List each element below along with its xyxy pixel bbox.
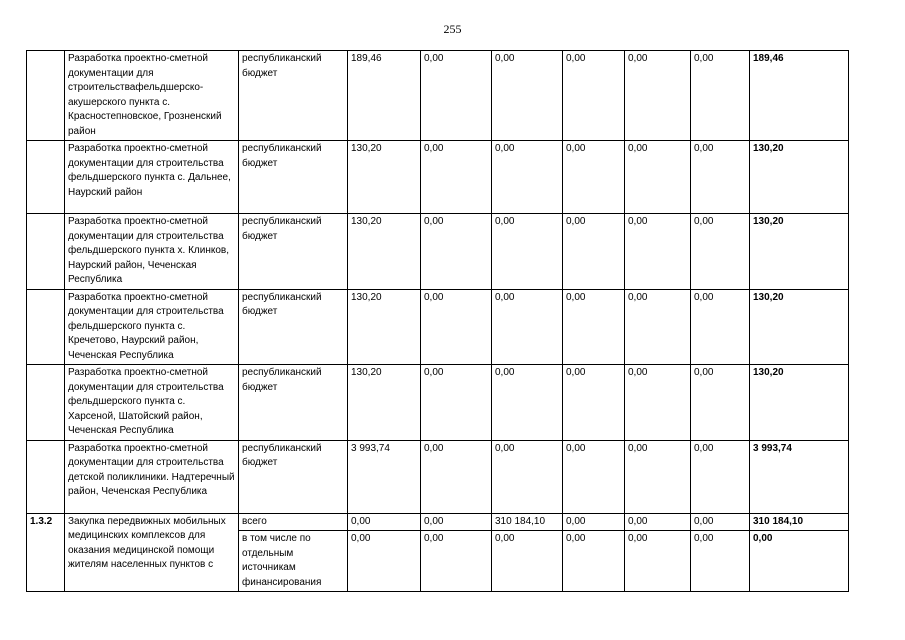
- value-cell: 0,00: [563, 440, 625, 513]
- event-name-cell: Разработка проектно-сметной документации для строительства фельдшерского пункта с. Дальнее, Наурский район: [65, 141, 239, 214]
- value-cell: 0,00: [691, 440, 750, 513]
- value-cell: 0,00: [421, 513, 492, 531]
- value-cell: 0,00: [691, 289, 750, 365]
- event-name-cell: Разработка проектно-сметной документации для строительства детской поликлиники. Надтеречный район, Чеченская Республика: [65, 440, 239, 513]
- table-row: [27, 51, 849, 141]
- value-cell: 0,00: [492, 51, 563, 141]
- value-cell: 0,00: [625, 214, 691, 290]
- total-cell: 189,46: [750, 51, 849, 141]
- value-cell: 0,00: [492, 141, 563, 214]
- value-cell: 0,00: [691, 365, 750, 441]
- funding-source-cell: республиканский бюджет: [239, 440, 348, 513]
- page-number: 255: [443, 22, 462, 36]
- value-cell: 130,20: [348, 365, 421, 441]
- funding-source-cell: республиканский бюджет: [239, 51, 348, 141]
- value-cell: 0,00: [563, 365, 625, 441]
- table-row: [27, 513, 849, 531]
- value-cell: 0,00: [625, 513, 691, 531]
- funding-source-cell: всего: [239, 513, 348, 531]
- row-number-cell: [27, 51, 65, 141]
- event-name-cell: Разработка проектно-сметной документации для строительства фельдшерского пункта с. Харсеной, Шатойский район, Чеченская Республика: [65, 365, 239, 441]
- table-row: [27, 440, 849, 513]
- value-cell: 0,00: [421, 289, 492, 365]
- value-cell: 0,00: [563, 289, 625, 365]
- value-cell: 0,00: [563, 51, 625, 141]
- value-cell: 0,00: [348, 513, 421, 531]
- value-cell: 310 184,10: [492, 513, 563, 531]
- value-cell: 0,00: [421, 365, 492, 441]
- funding-source-cell: республиканский бюджет: [239, 141, 348, 214]
- funding-source-cell: республиканский бюджет: [239, 214, 348, 290]
- table-row: [27, 365, 849, 441]
- total-cell: 3 993,74: [750, 440, 849, 513]
- value-cell: 0,00: [691, 214, 750, 290]
- value-cell: 0,00: [421, 214, 492, 290]
- value-cell: 0,00: [492, 365, 563, 441]
- value-cell: 130,20: [348, 141, 421, 214]
- row-number-cell: [27, 289, 65, 365]
- table-row: [27, 141, 849, 214]
- value-cell: 0,00: [625, 289, 691, 365]
- event-name-cell: Закупка передвижных мобильных медицинских комплексов для оказания медицинской помощи жителям населенных пунктов с: [65, 513, 239, 592]
- total-cell: 130,20: [750, 141, 849, 214]
- value-cell: 0,00: [563, 531, 625, 592]
- value-cell: 0,00: [421, 531, 492, 592]
- value-cell: 189,46: [348, 51, 421, 141]
- value-cell: 0,00: [421, 51, 492, 141]
- budget-table: [26, 50, 849, 592]
- row-number-cell: 1.3.2: [27, 513, 65, 592]
- value-cell: 130,20: [348, 289, 421, 365]
- value-cell: 0,00: [421, 141, 492, 214]
- row-number-cell: [27, 141, 65, 214]
- row-number-cell: [27, 214, 65, 290]
- value-cell: 0,00: [691, 141, 750, 214]
- value-cell: 0,00: [348, 531, 421, 592]
- event-name-cell: Разработка проектно-сметной документации для строительства фельдшерского пункта с. Кречетово, Наурский район, Чеченская Республика: [65, 289, 239, 365]
- value-cell: 0,00: [625, 141, 691, 214]
- value-cell: 0,00: [563, 141, 625, 214]
- value-cell: 0,00: [625, 440, 691, 513]
- value-cell: 0,00: [691, 513, 750, 531]
- value-cell: 130,20: [348, 214, 421, 290]
- funding-source-cell: республиканский бюджет: [239, 365, 348, 441]
- event-name-cell: Разработка проектно-сметной документации для строительства фельдшерского пункта х. Клинков, Наурский район, Чеченская Республика: [65, 214, 239, 290]
- value-cell: 0,00: [563, 513, 625, 531]
- value-cell: 0,00: [492, 289, 563, 365]
- value-cell: 0,00: [492, 440, 563, 513]
- value-cell: 0,00: [691, 531, 750, 592]
- value-cell: 3 993,74: [348, 440, 421, 513]
- total-cell: 130,20: [750, 289, 849, 365]
- value-cell: 0,00: [691, 51, 750, 141]
- total-cell: 310 184,10: [750, 513, 849, 531]
- row-number-cell: [27, 440, 65, 513]
- value-cell: 0,00: [492, 214, 563, 290]
- table-row: [27, 214, 849, 290]
- total-cell: 0,00: [750, 531, 849, 592]
- funding-source-cell: республиканский бюджет: [239, 289, 348, 365]
- total-cell: 130,20: [750, 365, 849, 441]
- funding-source-cell: в том числе по отдельным источникам финансирования: [239, 531, 348, 592]
- total-cell: 130,20: [750, 214, 849, 290]
- row-number-cell: [27, 365, 65, 441]
- table-row: [27, 289, 849, 365]
- value-cell: 0,00: [625, 51, 691, 141]
- event-name-cell: Разработка проектно-сметной документации для строительствафельдшерско-акушерского пункта с. Красностепновское, Грозненский район: [65, 51, 239, 141]
- value-cell: 0,00: [492, 531, 563, 592]
- value-cell: 0,00: [563, 214, 625, 290]
- value-cell: 0,00: [625, 365, 691, 441]
- value-cell: 0,00: [421, 440, 492, 513]
- value-cell: 0,00: [625, 531, 691, 592]
